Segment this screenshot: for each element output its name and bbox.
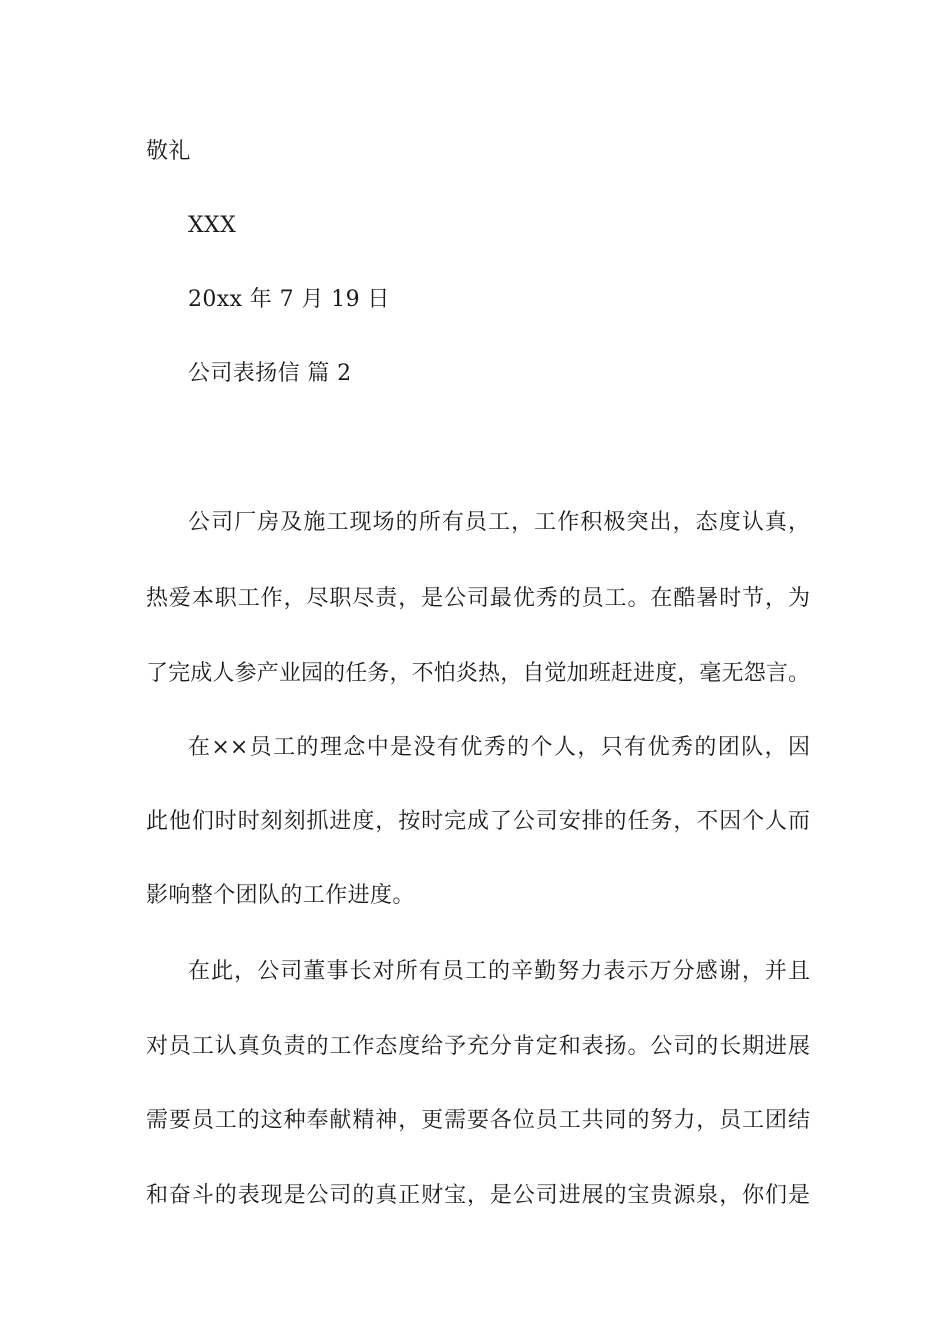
paragraph-2-line-2: 此他们时时刻刻抓进度，按时完成了公司安排的任务，不因个人而 — [146, 809, 810, 834]
paragraph-1-line-3: 了完成人参产业园的任务，不怕炎热，自觉加班赶进度，毫无怨言。 — [146, 661, 810, 686]
paragraph-3-line-4: 和奋斗的表现是公司的真正财宝，是公司进展的宝贵源泉，你们是 — [146, 1183, 810, 1208]
paragraph-3-line-3: 需要员工的这种奉献精神，更需要各位员工共同的努力，员工团结 — [146, 1108, 810, 1133]
section-title: 公司表扬信 篇 2 — [188, 361, 352, 386]
salutation: 敬礼 — [146, 139, 191, 164]
signer: XXX — [188, 213, 237, 238]
paragraph-1-line-2: 热爱本职工作，尽职尽责，是公司最优秀的员工。在酷暑时节，为 — [146, 586, 810, 611]
paragraph-3-line-2: 对员工认真负责的工作态度给予充分肯定和表扬。公司的长期进展 — [146, 1034, 810, 1059]
paragraph-2-line-3: 影响整个团队的工作进度。 — [146, 883, 415, 908]
letter-date: 20xx 年 7 月 19 日 — [188, 287, 390, 312]
paragraph-1-line-1: 公司厂房及施工现场的所有员工，工作积极突出，态度认真， — [188, 510, 810, 535]
paragraph-3-line-1: 在此，公司董事长对所有员工的辛勤努力表示万分感谢，并且 — [188, 959, 810, 984]
paragraph-2-line-1: 在××员工的理念中是没有优秀的个人，只有优秀的团队，因 — [188, 735, 810, 760]
